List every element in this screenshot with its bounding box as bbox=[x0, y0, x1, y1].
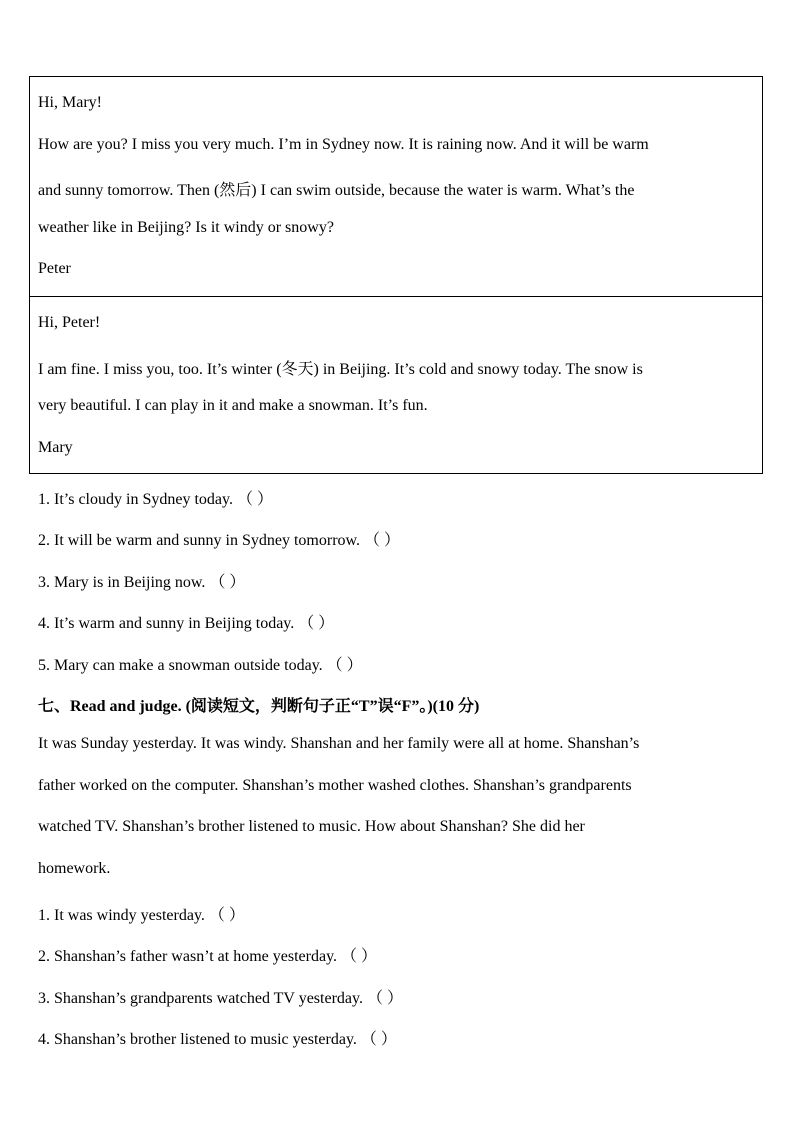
letter-from-peter bbox=[30, 77, 762, 297]
letter-signature: Peter bbox=[38, 260, 71, 277]
letter-line: Hi, Mary! bbox=[38, 94, 102, 111]
judge-question[interactable]: 5. Mary can make a snowman outside today. （ ） bbox=[38, 657, 363, 674]
letter-line: weather like in Beijing? Is it windy or snowy? bbox=[38, 219, 334, 236]
judge-question[interactable]: 1. It’s cloudy in Sydney today. （ ） bbox=[38, 491, 273, 508]
judge-question[interactable]: 4. It’s warm and sunny in Beijing today. （ ） bbox=[38, 615, 335, 632]
judge-question[interactable]: 3. Mary is in Beijing now. （ ） bbox=[38, 574, 246, 591]
judge-question[interactable]: 4. Shanshan’s brother listened to music yesterday. （ ） bbox=[38, 1031, 397, 1048]
letter-line: How are you? I miss you very much. I’m in Sydney now. It is raining now. And it will be warm bbox=[38, 136, 649, 153]
passage-line: It was Sunday yesterday. It was windy. Shanshan and her family were all at home. Shanshan’s bbox=[38, 735, 640, 752]
judge-question[interactable]: 1. It was windy yesterday. （ ） bbox=[38, 907, 245, 924]
section-heading: 七、Read and judge. (阅读短文，判断句子正“T”误“F”。)(10 分) bbox=[38, 698, 480, 715]
letter-signature: Mary bbox=[38, 439, 73, 456]
judge-question[interactable]: 2. It will be warm and sunny in Sydney tomorrow. （ ） bbox=[38, 532, 401, 549]
letters-table bbox=[29, 76, 763, 474]
letter-line: Hi, Peter! bbox=[38, 314, 101, 331]
letter-line: and sunny tomorrow. Then (然后) I can swim outside, because the water is warm. What’s the bbox=[38, 182, 635, 199]
passage-line: watched TV. Shanshan’s brother listened to music. How about Shanshan? She did her bbox=[38, 818, 585, 835]
letter-from-mary bbox=[30, 297, 762, 473]
letter-line: very beautiful. I can play in it and make a snowman. It’s fun. bbox=[38, 397, 428, 414]
passage-line: homework. bbox=[38, 860, 111, 877]
letter-line: I am fine. I miss you, too. It’s winter (冬天) in Beijing. It’s cold and snowy today. The snow is bbox=[38, 361, 643, 378]
judge-question[interactable]: 3. Shanshan’s grandparents watched TV yesterday. （ ） bbox=[38, 990, 403, 1007]
judge-question[interactable]: 2. Shanshan’s father wasn’t at home yesterday. （ ） bbox=[38, 948, 378, 965]
passage-line: father worked on the computer. Shanshan’s mother washed clothes. Shanshan’s grandparents bbox=[38, 777, 632, 794]
